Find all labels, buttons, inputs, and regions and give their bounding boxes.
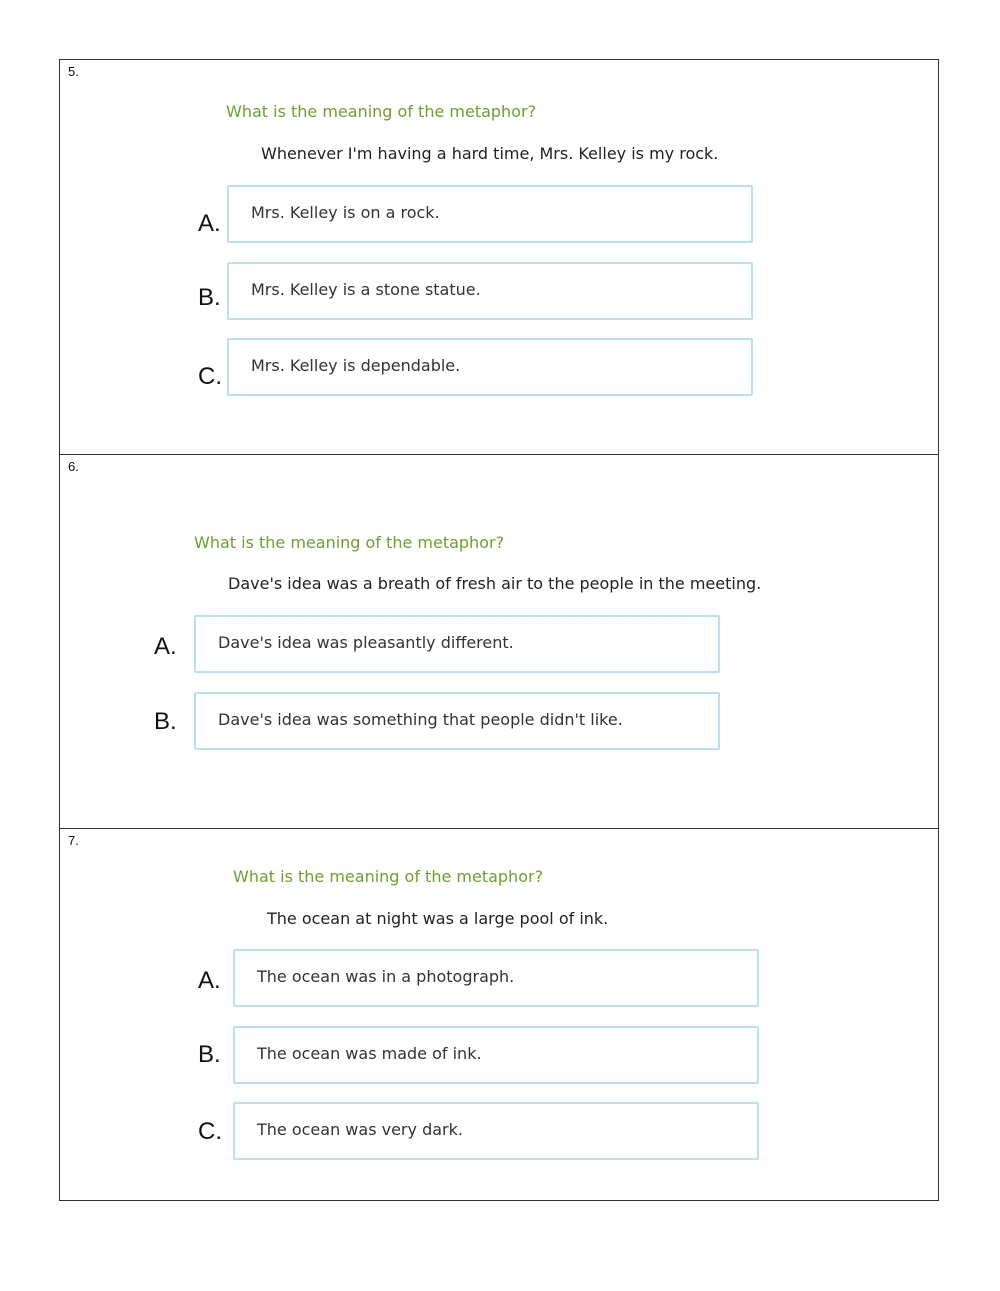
option-letter-a: A. xyxy=(154,633,177,660)
worksheet xyxy=(59,59,939,1201)
question-prompt: What is the meaning of the metaphor? xyxy=(226,102,537,121)
metaphor-sentence: Whenever I'm having a hard time, Mrs. Kelley is my rock. xyxy=(261,144,719,163)
answer-option-a[interactable]: Dave's idea was pleasantly different. xyxy=(194,615,720,673)
metaphor-sentence: The ocean at night was a large pool of ink. xyxy=(267,909,609,928)
answer-option-a[interactable]: The ocean was in a photograph. xyxy=(233,949,759,1007)
question-number: 5. xyxy=(68,64,79,79)
option-letter-c: C. xyxy=(198,1118,222,1145)
question-number: 7. xyxy=(68,833,79,848)
option-letter-c: C. xyxy=(198,363,222,390)
answer-option-b[interactable]: Mrs. Kelley is a stone statue. xyxy=(227,262,753,320)
option-letter-b: B. xyxy=(198,1041,221,1068)
question-7 xyxy=(60,829,938,1200)
question-prompt: What is the meaning of the metaphor? xyxy=(194,533,505,552)
answer-option-c[interactable]: The ocean was very dark. xyxy=(233,1102,759,1160)
question-number: 6. xyxy=(68,459,79,474)
question-prompt: What is the meaning of the metaphor? xyxy=(233,867,544,886)
answer-option-b[interactable]: The ocean was made of ink. xyxy=(233,1026,759,1084)
answer-option-c[interactable]: Mrs. Kelley is dependable. xyxy=(227,338,753,396)
question-6 xyxy=(60,455,938,829)
answer-option-a[interactable]: Mrs. Kelley is on a rock. xyxy=(227,185,753,243)
option-letter-b: B. xyxy=(154,708,177,735)
option-letter-a: A. xyxy=(198,210,221,237)
option-letter-b: B. xyxy=(198,284,221,311)
answer-option-b[interactable]: Dave's idea was something that people didn't like. xyxy=(194,692,720,750)
metaphor-sentence: Dave's idea was a breath of fresh air to the people in the meeting. xyxy=(228,574,762,593)
question-5 xyxy=(60,60,938,455)
option-letter-a: A. xyxy=(198,967,221,994)
